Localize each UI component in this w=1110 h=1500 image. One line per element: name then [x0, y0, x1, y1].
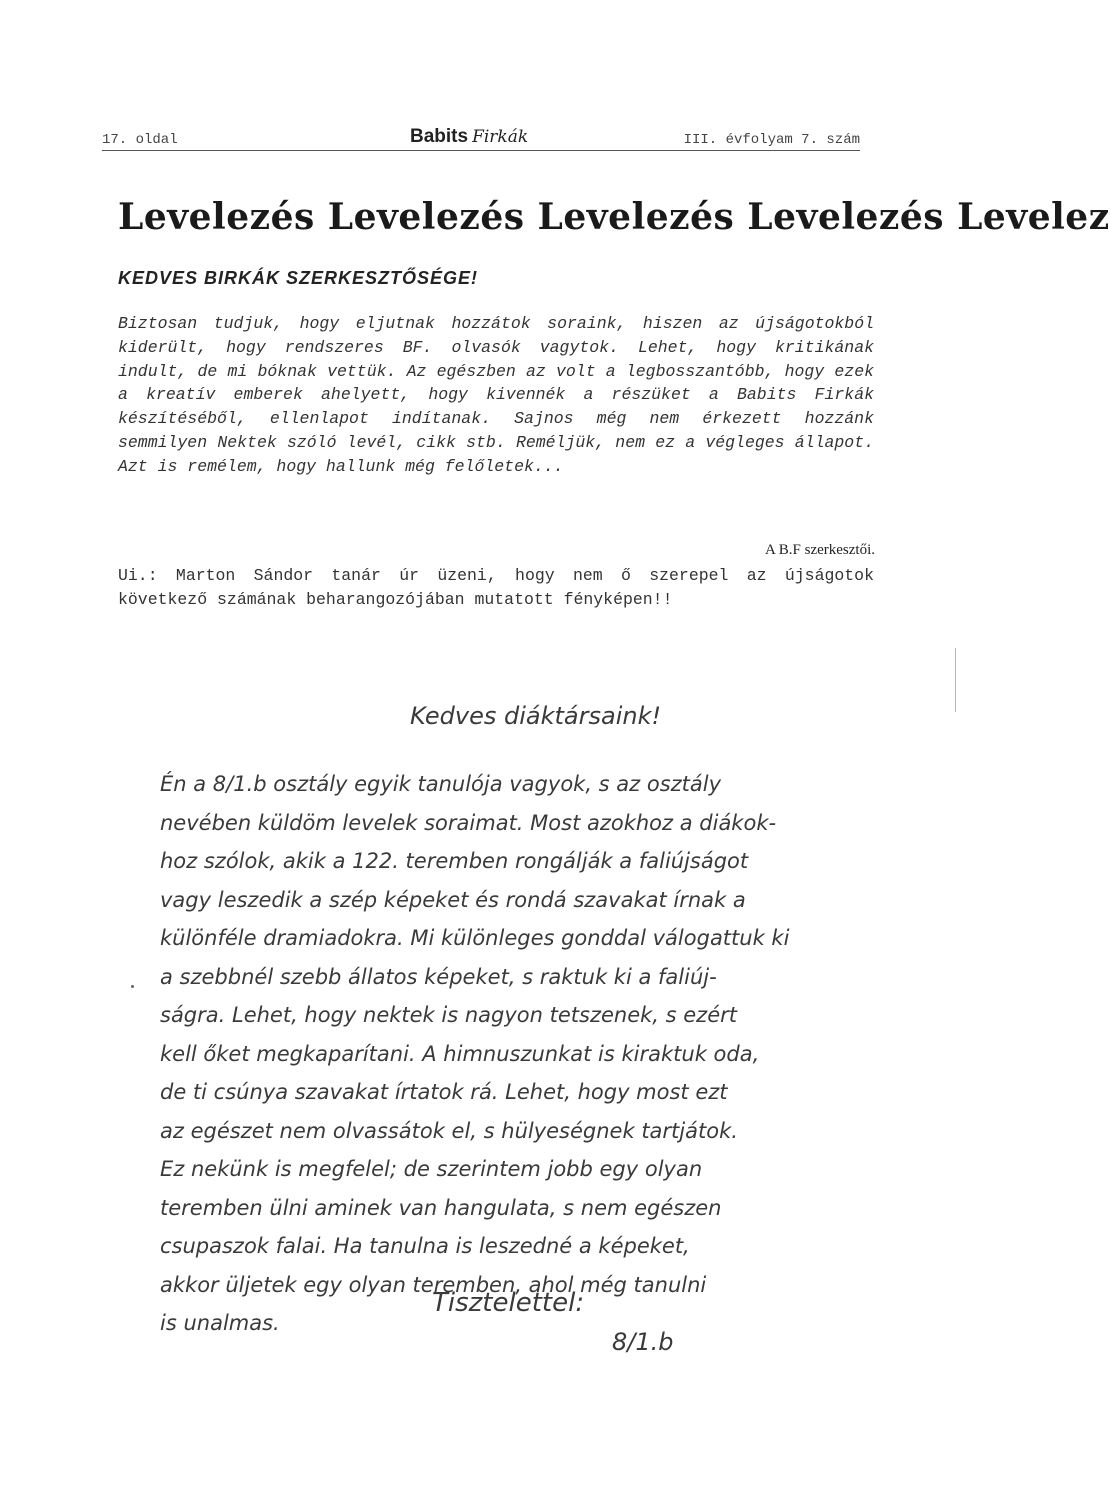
handwritten-line: Ez nekünk is megfelel; de szerintem jobb egy olyan [160, 1157, 703, 1181]
handwritten-greeting: Kedves diáktársaink! [410, 702, 662, 730]
stray-ink-dot [131, 985, 134, 988]
handwritten-line: is unalmas. [160, 1311, 280, 1335]
section-banner: Levelezés Levelezés Levelezés Levelezés Levelez [118, 196, 1110, 238]
letter-subheading: KEDVES BIRKÁK SZERKESZTŐSÉGE! [118, 268, 479, 288]
brand-script-name: Firkák [472, 127, 529, 147]
letter-signature: A B.F szerkesztői. [765, 542, 875, 558]
letter-body: Biztosan tudjuk, hogy eljutnak hozzátok soraink, hiszen az újságotokból kiderült, hogy rendszeres BF. olvasók vagytok. Lehet, hogy kritikának indult, de mi bóknak vettük. Az egészben az volt a legbosszantóbb, hogy ezek a kreatív emberek ahelyett, hogy kivennék a részüket a Babits Firkák készítéséből, ellenlapot indítanak. Sajnos még nem érkezett hozzánk semmilyen Nektek szóló levél, cikk stb. Reméljük, nem ez a végleges állapot. Azt is remélem, hogy hallunk még felőletek... [118, 314, 874, 476]
scan-artifact-line [955, 648, 956, 712]
issue-info: III. évfolyam 7. szám [683, 132, 860, 148]
handwritten-line: de ti csúnya szavakat írtatok rá. Lehet, hogy most ezt [160, 1080, 728, 1104]
handwritten-letter [160, 772, 880, 1350]
handwritten-line: az egészet nem olvassátok el, s hülyeségnek tartjátok. [160, 1118, 738, 1143]
handwritten-line: Én a 8/1.b osztály egyik tanulója vagyok, s az osztály [160, 772, 722, 796]
handwritten-line: hoz szólok, akik a 122. teremben rongálják a faliújságot [160, 849, 749, 873]
handwritten-line: kell őket megkaparítani. A himnuszunkat is kiraktuk oda, [160, 1041, 760, 1066]
postscript: Ui.: Marton Sándor tanár úr üzeni, hogy nem ő szerepel az újságotok következő számának beharangozójában mutatott fényképen!! [118, 566, 874, 609]
handwritten-line: nevében küldöm levelek soraimat. Most azokhoz a diákok- [160, 810, 777, 835]
handwritten-line: különféle dramiadokra. Mi különleges gonddal válogattuk ki [160, 926, 790, 950]
handwritten-line: a szebbnél szebb állatos képeket, s raktuk ki a faliúj- [160, 964, 717, 989]
brand-name: Babits [410, 126, 469, 147]
page-number: 17. oldal [102, 132, 178, 148]
handwritten-line: vagy leszedik a szép képeket és rondá szavakat írnak a [160, 887, 746, 912]
handwritten-line: csupaszok falai. Ha tanulna is leszedné a képeket, [160, 1234, 690, 1258]
handwritten-line: akkor üljetek egy olyan teremben, ahol még tanulni [160, 1272, 707, 1297]
publication-title [410, 126, 528, 148]
handwritten-line: teremben ülni aminek van hangulata, s nem egészen [160, 1195, 722, 1220]
handwritten-closing: Tisztelettel: [432, 1288, 585, 1318]
handwritten-class-signature: 8/1.b [612, 1328, 674, 1356]
page-header [102, 128, 860, 151]
handwritten-line: ságra. Lehet, hogy nektek is nagyon tetszenek, s ezért [160, 1003, 737, 1027]
